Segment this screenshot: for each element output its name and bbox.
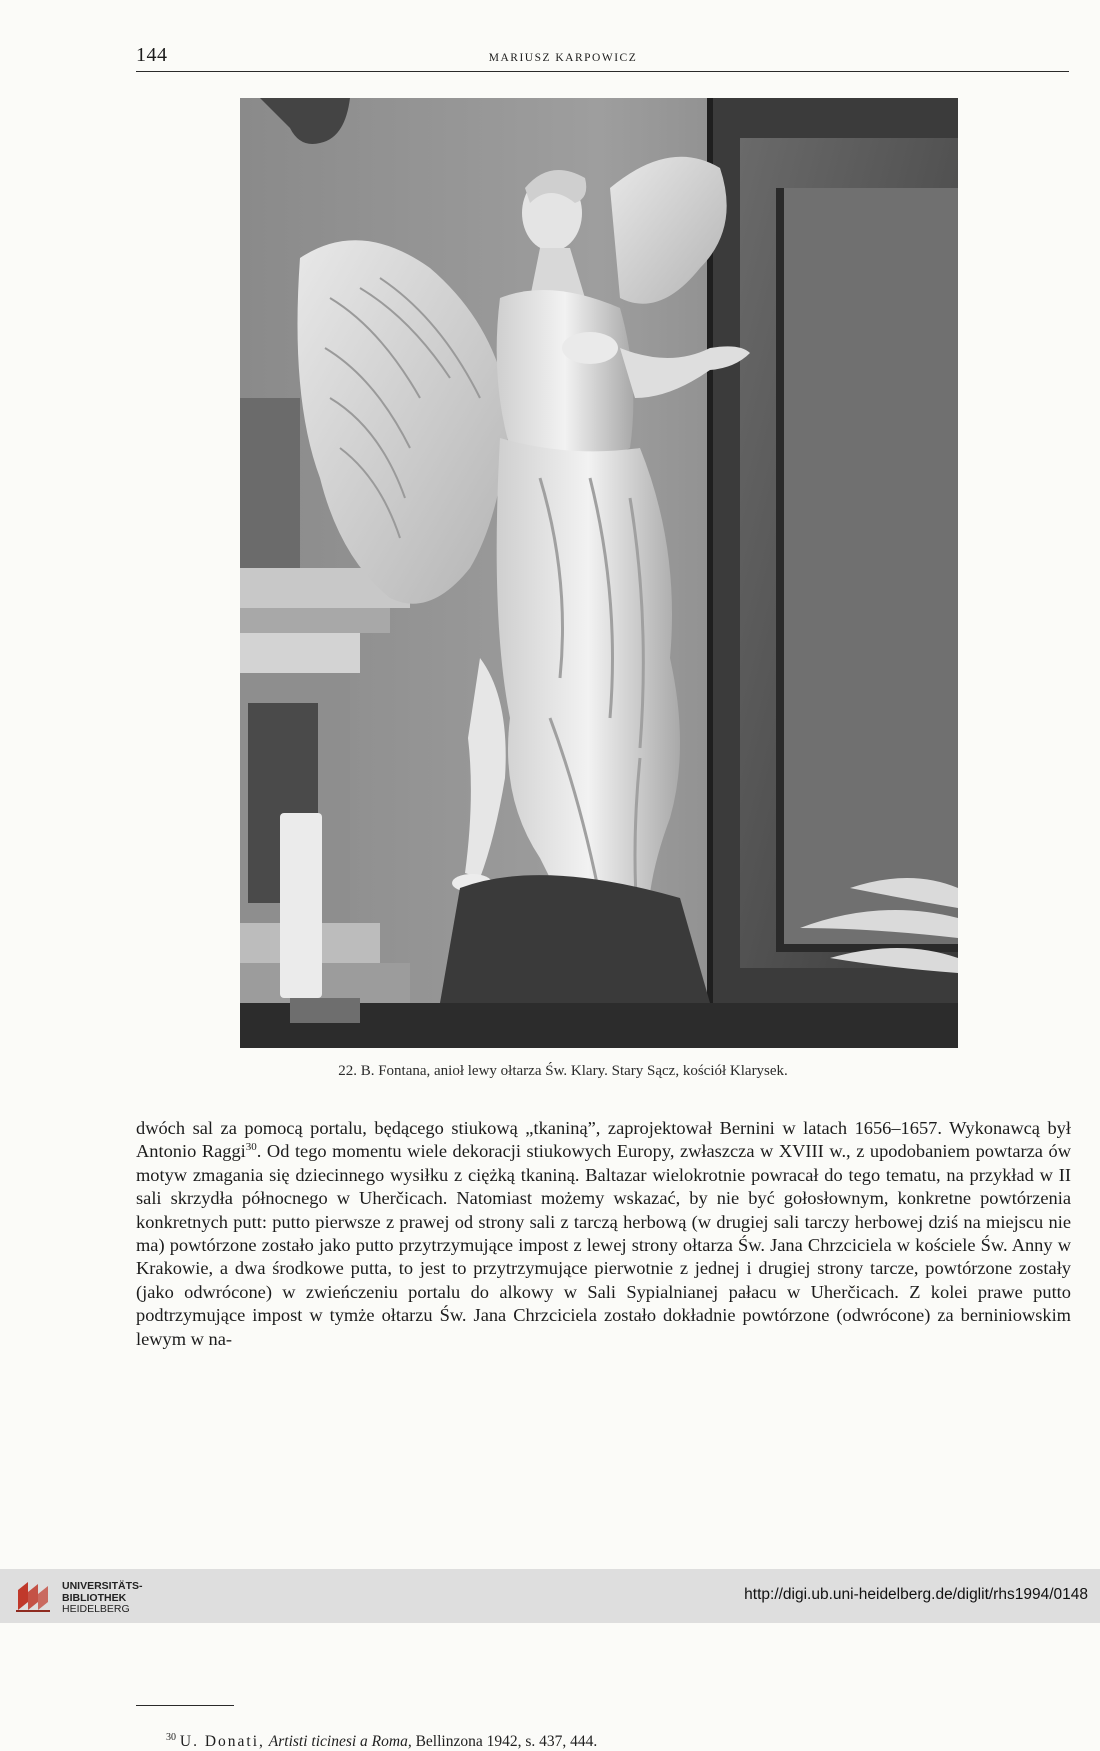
permalink-url[interactable]: http://digi.ub.uni-heidelberg.de/diglit/rhs1994/0148 [744,1586,1088,1603]
figure-caption: 22. B. Fontana, anioł lewy ołtarza Św. Klary. Stary Sącz, kościół Klarysek. [338,1063,788,1079]
footnote-number: 30 [166,1731,176,1743]
library-name [62,1581,143,1616]
footnote-author: U. Donati, [179,1733,265,1750]
footnote [166,1733,597,1751]
angel-sculpture-illustration [240,98,958,1048]
body-text-part-2: . Od tego momentu wiele dekoracji stiukowych Europy, zwłaszcza w XVIII w., z upodobaniem powtarza ów motyw zmagania się dziecinnego wysiłku z ciężką tkaniną. Baltazar wielokrotnie powracał do tego tematu, na przykład w II sali skrzydła północnego w Uherčicach. Natomiast możemy wskazać, by nie być gołosłownym, konkretne powtórzenia konkretnych putt: putto pierwsze z prawej od strony sali z tarczą herbową (w drugiej sali tarczy herbowej dziś na miejscu nie ma) powtórzone zostało jako putto przytrzymujące impost z lewej strony ołtarza Św. Jana Chrzciciela w kościele Św. Anny w Krakowie, a dwa środkowe putta, to jest to przytrzymujące pierwotnie z jednej i drugiej strony tarcze, powtórzone zostały (jako odwrócone) w zwieńczeniu portalu do alkowy w Sali Sypialnianej pałacu w Uherčicach. Z kolei prawe putto podtrzymujące impost w tymże ołtarzu Św. Jana Chrzciciela zostało dokładnie powtórzone (odwrócone) za berniniowskim lewym w na- [136,1141,1071,1349]
running-head: MARIUSZ KARPOWICZ [488,52,638,64]
body-text-part-1: dwóch sal za pomocą portalu, będącego stiukową „tkaniną”, zaprojektował Bernini w latach 1656–1657. Wykonawcą był Antonio Raggi [136,1118,1071,1162]
library-footer [0,1569,1100,1623]
library-logo-icon [14,1580,54,1614]
header-rule [136,71,1069,72]
footnote-title: Artisti ticinesi a Roma, [268,1733,412,1750]
angel-sculpture-photo [240,98,958,1048]
body-paragraph [136,1117,1071,1351]
footnote-reference[interactable]: 30 [245,1141,257,1154]
library-name-line-1: UNIVERSITÄTS- [62,1580,143,1592]
footnote-rule [136,1705,234,1706]
footnote-details: Bellinzona 1942, s. 437, 444. [415,1733,598,1750]
library-name-line-3: HEIDELBERG [62,1603,130,1615]
page-number: 144 [136,44,168,66]
library-name-line-2: BIBLIOTHEK [62,1591,127,1604]
